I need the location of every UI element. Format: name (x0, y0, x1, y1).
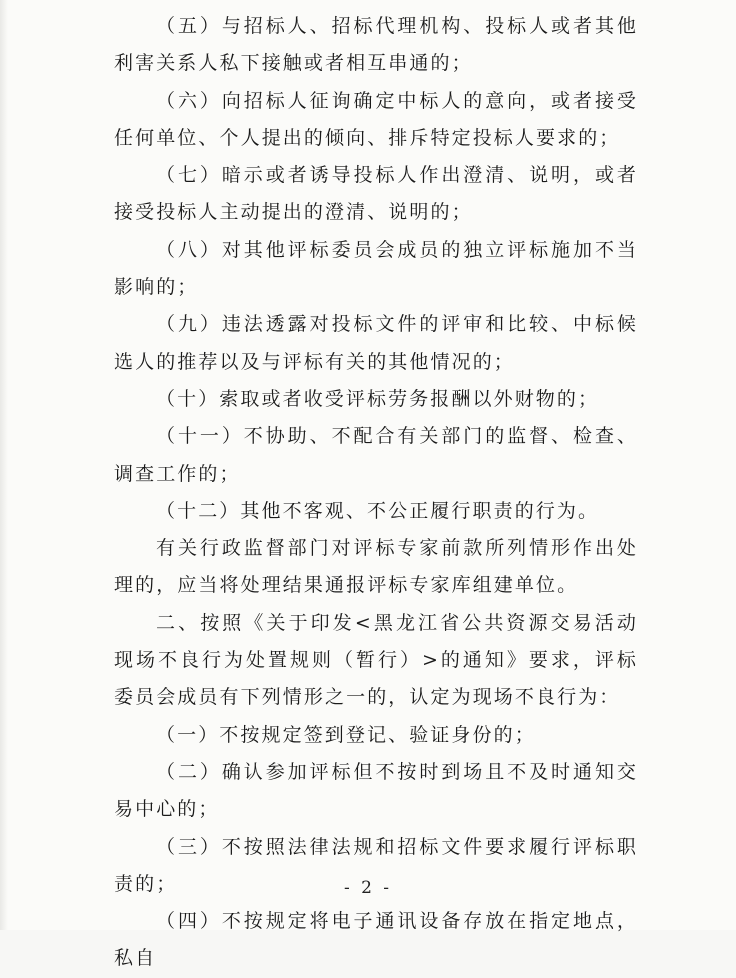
paragraph-item-11: （十一）不协助、不配合有关部门的监督、检查、调查工作的； (114, 425, 638, 485)
paragraph-handling-note: 有关行政监督部门对评标专家前款所列情形作出处理的，应当将处理结果通报评标专家库组建单位。 (114, 537, 638, 597)
paragraph-section-two: 二、按照《关于印发<黑龙江省公共资源交易活动现场不良行为处置规则（暂行）>的通知》要求，评标委员会成员有下列情形之一的，认定为现场不良行为： (114, 611, 638, 709)
paragraph-sub-item-4: （四）不按规定将电子通讯设备存放在指定地点，私自 (114, 910, 638, 970)
paragraph-item-9: （九）违法透露对投标文件的评审和比较、中标候选人的推荐以及与评标有关的其他情况的； (114, 313, 638, 373)
paragraph-item-6: （六）向招标人征询确定中标人的意向，或者接受任何单位、个人提出的倾向、排斥特定投标人要求的； (114, 89, 638, 149)
scan-edge-shade (0, 0, 8, 930)
paragraph-item-10: （十）索取或者收受评标劳务报酬以外财物的； (156, 387, 600, 410)
paragraph-item-7: （七）暗示或者诱导投标人作出澄清、说明，或者接受投标人主动提出的澄清、说明的； (114, 164, 638, 224)
document-body (114, 8, 638, 978)
paragraph-sub-item-2: （二）确认参加评标但不按时到场且不及时通知交易中心的； (114, 760, 638, 821)
paragraph-item-12: （十二）其他不客观、不公正履行职责的行为。 (156, 499, 600, 522)
paragraph-item-5: （五）与招标人、招标代理机构、投标人或者其他利害关系人私下接触或者相互串通的； (114, 15, 638, 75)
paragraph-item-8: （八）对其他评标委员会成员的独立评标施加不当影响的； (114, 238, 638, 299)
paragraph-sub-item-1: （一）不按规定签到登记、验证身份的； (156, 723, 536, 746)
page-number: - 2 - (343, 878, 393, 898)
paragraph-sub-item-3: （三）不按照法律法规和招标文件要求履行评标职责的； (114, 835, 638, 895)
